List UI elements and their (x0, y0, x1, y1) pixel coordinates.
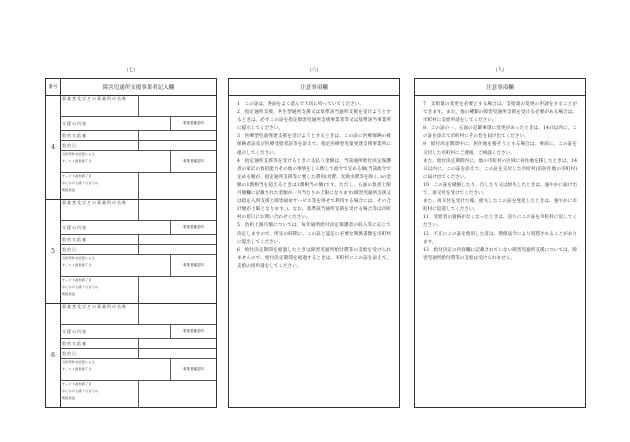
notes-panel-right (414, 78, 586, 408)
contract-date-row[interactable] (60, 141, 216, 151)
service-content-label: 支援の内容 (62, 121, 87, 126)
notes-body-right (423, 101, 577, 263)
note-paragraph: また、再交付を受けた後、紛失したこの証を発見したときは、速やかに市町村に返還してください。 (423, 199, 577, 213)
note-paragraph: 10 この証を破損したり、汚したり又は紛失したときは、速やかに届け出て、再交付を受けてください。 (423, 182, 577, 197)
note-paragraph: 1 この証は、各面をよく読んで大切に持っていてください。 (237, 102, 364, 107)
provider-name-row[interactable] (60, 199, 216, 221)
provider-name-label: 事業者及びその事業所の名称 (62, 304, 127, 309)
provided-amount-label-c: 既提供量 (62, 188, 76, 192)
notes-panel-middle (228, 78, 400, 408)
contract-date-label: 契約日 (62, 351, 77, 356)
service-content-row[interactable] (60, 117, 216, 131)
contract-amount-row[interactable] (60, 339, 216, 349)
provider-confirm-stamp: 事業者確認印 (170, 117, 216, 130)
notes-header-right: 注意事項欄 (415, 79, 585, 96)
contract-date-label: 契約日 (62, 247, 77, 252)
provided-amount-row[interactable] (60, 173, 216, 199)
provider-entry-panel (45, 78, 217, 408)
service-content-row[interactable] (60, 221, 216, 235)
provider-block (46, 199, 216, 304)
provider-confirm-stamp: 事業者確認印 (170, 359, 216, 380)
note-paragraph: 6 給付決定期間を経過したときは障害児通所給付費等の支給を受けられませんので、給付決定期間を経過するときは、市町村にこの証を添えて、支給の再申請をしてください。 (237, 247, 391, 269)
note-paragraph: 9 給付決定期間中に、居住地を移そうとする場合は、事前に、この証を交付した市町村にご連絡、ご相談ください。 (423, 142, 577, 156)
provider-name-row[interactable] (60, 303, 216, 325)
note-paragraph: 4 指定通所支援等を受けるときに支払う金額は、当該通所給付決定保護者の家計の負担能力その他の事情をしん酌して政令で定める額(当該政令で定める額が、指定通所支援等に要した費用(食費、光熱水費等を除く。)の金額の1割相当を超えるときは1割相当の額)です。ただし、五面の負担上限月額欄に記載された金額が一月当たりの上限になります(障害児通所支援又は指定入所支援と障害福祉サービス等を併せて利用する場合には、その合計額が上限となります。)。なお、基準該当通所支援を受ける場合等は市町村の窓口にお問い合わせください。 (237, 158, 391, 221)
service-end-row[interactable] (60, 151, 216, 173)
provider-entry-header (46, 79, 216, 96)
notes-header-middle: 注意事項欄 (229, 79, 399, 96)
provided-amount-label-b: 中における終了日までの (62, 181, 99, 185)
service-end-row[interactable] (60, 255, 216, 277)
note-paragraph: 12 不正にこの証を使用した者は、関係法令により処罰されることがあります。 (423, 231, 577, 245)
provided-amount-label-b: 中における終了日までの (62, 285, 99, 289)
provider-entry-title: 障害児通所支援事業者記入欄 (102, 85, 175, 91)
provided-amount-row[interactable] (60, 381, 216, 407)
contract-date-row[interactable] (60, 349, 216, 359)
provider-block (46, 303, 216, 407)
provider-name-label: 事業者及びその事業所の名称 (62, 96, 127, 101)
service-content-row[interactable] (60, 325, 216, 339)
block-index: 4 (46, 95, 61, 199)
contract-date-row[interactable] (60, 245, 216, 255)
provider-confirm-stamp: 事業者確認印 (170, 325, 216, 338)
provider-confirm-stamp: 事業者確認印 (170, 221, 216, 234)
note-paragraph: 2 指定通所支援、共生型通所支援又は基準該当通所支援を受けようとするときは、必ずこの証を指定障害児通所支援事業者等又は基準該当事業所に提示してください。 (237, 110, 391, 132)
page-number-left: (七) (126, 67, 136, 73)
service-end-label-a: 当該契約支給量による (62, 256, 96, 260)
provider-confirm-stamp: 事業者確認印 (170, 255, 216, 276)
provided-amount-label-b: 中における終了日までの (62, 389, 99, 393)
provided-amount-label-a: サービス提供終了月 (62, 278, 92, 282)
service-end-label-b: サービス提供終了日 (62, 263, 92, 267)
contract-amount-row[interactable] (60, 131, 216, 141)
note-paragraph: 5 負担上限月額については、毎年通所給付決定保護者の収入等に応じて決定しますので、所定の時期に、この証と認定に必要な関係書類を市町村に提出してください。 (237, 223, 391, 245)
provided-amount-label-c: 既提供量 (62, 292, 76, 296)
contract-date-label: 契約日 (62, 143, 77, 148)
note-paragraph: 8 この証の一、五面の記載事項に変更があったときは、14日以内に、この証を添えて市町村にその旨を届け出てください。 (423, 126, 577, 140)
provided-amount-row[interactable] (60, 277, 216, 303)
service-end-row[interactable] (60, 359, 216, 381)
note-paragraph: 13 給付決定の内容欄に記載されていない障害児通所支援については、障害児通所給付費等の支給は受けられません。 (423, 247, 577, 261)
page-number-right: (九) (495, 67, 505, 73)
service-end-label-b: サービス提供終了日 (62, 367, 92, 371)
contract-amount-label: 契約支給量 (62, 341, 87, 346)
provider-block (46, 95, 216, 200)
contract-amount-label: 契約支給量 (62, 237, 87, 242)
page-number-middle: (八) (309, 67, 319, 73)
service-end-label-b: サービス提供終了日 (62, 159, 92, 163)
contract-amount-label: 契約支給量 (62, 133, 87, 138)
contract-amount-row[interactable] (60, 235, 216, 245)
provided-amount-label-a: サービス提供終了月 (62, 174, 92, 178)
service-content-label: 支援の内容 (62, 225, 87, 230)
provider-name-row[interactable] (60, 95, 216, 117)
block-index: 5 (46, 199, 61, 303)
note-paragraph: 11 受給者の資格がなくなったときは、直ちにこの証を市町村に返してください。 (423, 215, 577, 229)
service-content-label: 支援の内容 (62, 329, 87, 334)
provider-confirm-stamp: 事業者確認印 (170, 151, 216, 172)
note-paragraph: 7 支給量の変更を必要とする場合は、支給量の変更の申請をすることができます。また、他の種類の障害児通所支援を受ける必要がある場合は、市町村に支給申請をしてください。 (423, 102, 577, 124)
note-paragraph: 3 医療型児童発達支援を受けようとするときは、この証に医療保険の被保険者証及び医療受給者証等を添えて、指定医療型児童発達支援事業所に提示してください。 (237, 134, 391, 156)
block-index: 6 (46, 303, 61, 407)
number-column-header: 番号 (46, 79, 61, 95)
service-end-label-a: 当該契約支給量による (62, 360, 96, 364)
provided-amount-label-c: 既提供量 (62, 396, 76, 400)
note-paragraph: また、給付決定期間内に、他の市町村の区域に居住地を移したときは、14日以内に、この証を添えて、この証を交付した市町村(旧居住地の市町村)に届け出てください。 (423, 158, 577, 180)
notes-body-middle (237, 101, 391, 271)
service-end-label-a: 当該契約支給量による (62, 152, 96, 156)
provided-amount-label-a: サービス提供終了月 (62, 382, 92, 386)
provider-name-label: 事業者及びその事業所の名称 (62, 200, 127, 205)
